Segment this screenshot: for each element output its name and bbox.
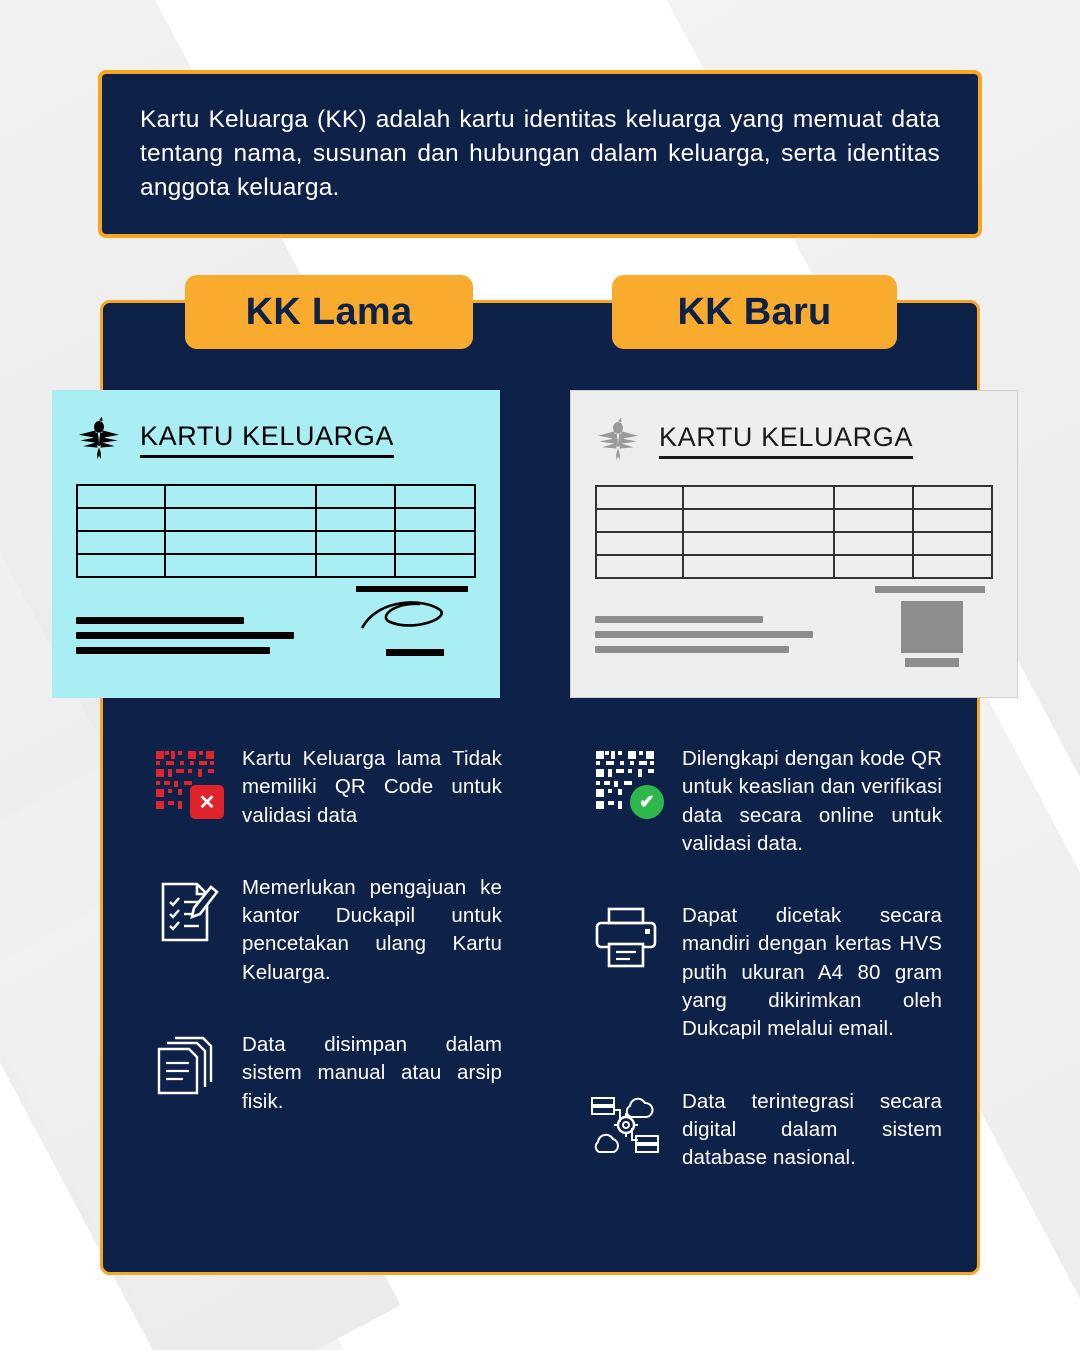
garuda-emblem-icon [76, 416, 122, 462]
column-heading-kk-lama: KK Lama [185, 275, 473, 349]
kk-baru-card-illustration [570, 390, 1018, 698]
feature-item [150, 745, 502, 830]
card-data-grid [76, 484, 476, 578]
signature-area [354, 586, 472, 666]
document-edit-checklist-icon [150, 874, 222, 987]
definition-text: Kartu Keluarga (KK) adalah kartu identitas keluarga yang memuat data tentang nama, susunan dan hubungan dalam keluarga, serta identitas anggota keluarga. [140, 106, 940, 201]
paper-archive-icon [150, 1031, 222, 1116]
feature-lists [100, 745, 980, 1216]
feature-item [150, 1031, 502, 1116]
kk-lama-feature-column [100, 745, 540, 1216]
card-qr-placeholder [875, 586, 989, 667]
card-text-lines [76, 617, 306, 662]
card-text-lines [595, 616, 825, 661]
feature-text: Data disimpan dalam sistem manual atau arsip fisik. [242, 1032, 502, 1113]
card-header [595, 413, 993, 467]
column-heading-kk-baru: KK Baru [612, 275, 897, 349]
card-title: KARTU KELUARGA [140, 421, 394, 458]
card-header [76, 412, 476, 466]
printer-icon [590, 902, 662, 1043]
card-title: KARTU KELUARGA [659, 422, 913, 459]
feature-item [590, 745, 942, 858]
invalid-badge-icon: ✕ [190, 785, 224, 819]
garuda-emblem-icon [595, 417, 641, 463]
card-data-grid [595, 485, 993, 579]
cloud-database-integration-icon [590, 1088, 662, 1173]
feature-text: Kartu Keluarga lama Tidak memiliki QR Code untuk validasi data [242, 747, 502, 827]
feature-text: Memerlukan pengajuan ke kantor Duckapil untuk pencetakan ulang Kartu Keluarga. [242, 875, 502, 984]
feature-text: Dapat dicetak secara mandiri dengan kertas HVS putih ukuran A4 80 gram yang dikirimkan oleh Dukcapil melalui email. [682, 904, 942, 1041]
feature-item [590, 902, 942, 1043]
kk-lama-card-illustration [52, 390, 500, 698]
qr-code-verified-icon [590, 745, 662, 858]
feature-text: Data terintegrasi secara digital dalam sistem database nasional. [682, 1089, 942, 1170]
feature-item [150, 874, 502, 987]
signature-scribble-icon [354, 592, 472, 644]
definition-box [98, 70, 982, 238]
feature-text: Dilengkapi dengan kode QR untuk keaslian dan verifikasi data secara online untuk validasi data. [682, 747, 942, 855]
kk-baru-feature-column [540, 745, 980, 1216]
verified-badge-icon: ✔ [630, 785, 664, 819]
qr-code-invalid-icon [150, 745, 222, 830]
feature-item [590, 1088, 942, 1173]
